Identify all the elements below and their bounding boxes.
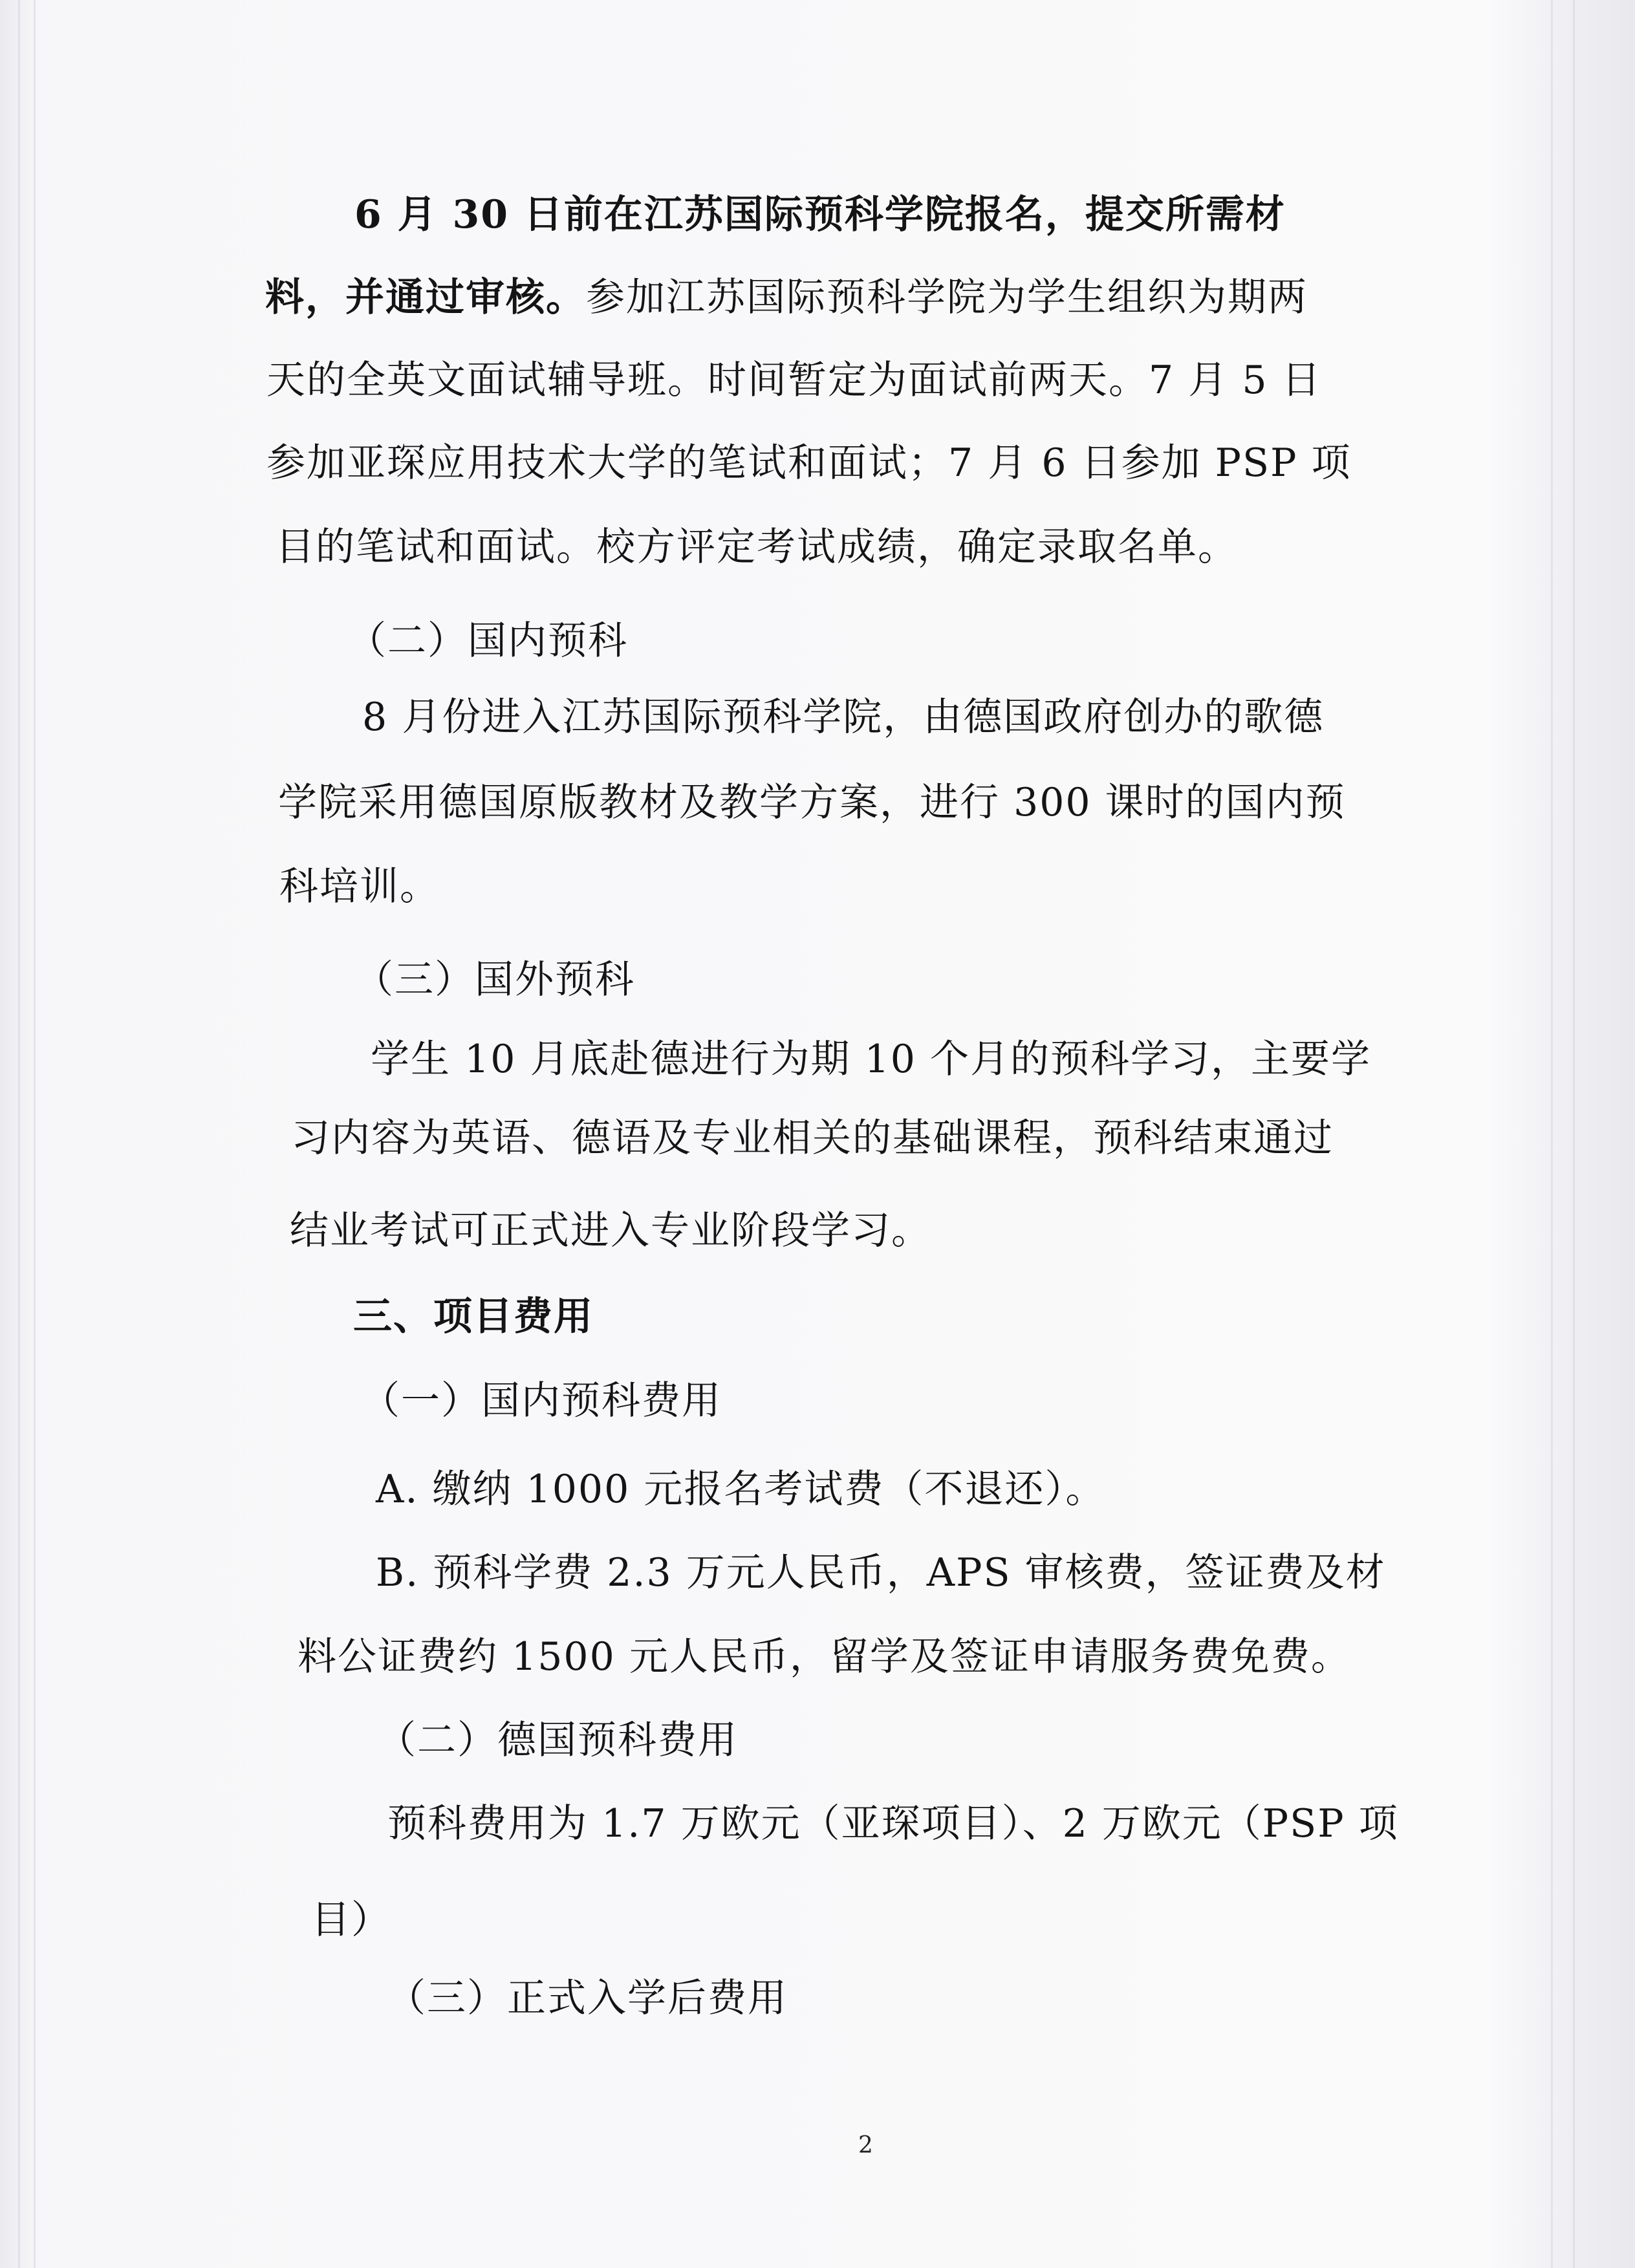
paragraph2-line1: 8 月份进入江苏国际预科学院，由德国政府创办的歌德 xyxy=(362,695,1325,740)
paragraph1-line3: 天的全英文面试辅导班。时间暂定为面试前两天。7 月 5 日 xyxy=(266,358,1322,403)
paragraph1-line5: 目的笔试和面试。校方评定考试成绩，确定录取名单。 xyxy=(276,524,1238,570)
section-fees-title: 三、项目费用 xyxy=(353,1294,594,1339)
fee-item-b-line2: 料公证费约 1500 元人民币，留学及签证申请服务费免费。 xyxy=(298,1634,1351,1679)
fee-item-b-line1: B. 预科学费 2.3 万元人民币，APS 审核费，签证费及材 xyxy=(376,1550,1386,1595)
heading-domestic-prep: （二）国内预科 xyxy=(347,618,628,664)
paragraph1-line2-rest: 参加江苏国际预科学院为学生组织为期两 xyxy=(586,275,1308,320)
paragraph2-line2: 学院采用德国原版教材及教学方案，进行 300 课时的国内预 xyxy=(278,780,1346,825)
paragraph1-line4: 参加亚琛应用技术大学的笔试和面试；7 月 6 日参加 PSP 项 xyxy=(266,440,1352,486)
german-fee-line1: 预科费用为 1.7 万欧元（亚琛项目）、2 万欧元（PSP 项 xyxy=(387,1801,1399,1846)
paragraph3-line3: 结业考试可正式进入专业阶段学习。 xyxy=(290,1208,931,1253)
german-fee-line2: 目） xyxy=(311,1897,391,1943)
page-stack-edge xyxy=(18,0,20,2268)
paragraph1-line2-bold: 料，并通过审核。 xyxy=(265,275,586,320)
heading-after-enrollment: （三）正式入学后费用 xyxy=(387,1976,788,2021)
heading-german-fees: （二）德国预科费用 xyxy=(377,1718,738,1763)
paragraph1-line1: 6 月 30 日前在江苏国际预科学院报名，提交所需材 xyxy=(354,192,1286,237)
page-stack-edge xyxy=(34,0,36,2268)
paragraph2-line3: 科培训。 xyxy=(279,864,440,909)
paragraph3-line2: 习内容为英语、德语及专业相关的基础课程，预科结束通过 xyxy=(291,1116,1334,1161)
heading-foreign-prep: （三）国外预科 xyxy=(354,957,635,1002)
paragraph1-line2 xyxy=(265,275,1308,320)
page-stack-edge xyxy=(1573,0,1575,2268)
document-page xyxy=(45,0,1572,2268)
heading-domestic-fees: （一）国内预科费用 xyxy=(361,1378,722,1423)
paragraph3-line1: 学生 10 月底赴德进行为期 10 个月的预科学习，主要学 xyxy=(371,1037,1371,1082)
fee-item-a: A. 缴纳 1000 元报名考试费（不退还）。 xyxy=(376,1467,1106,1512)
page-number: 2 xyxy=(858,2132,873,2159)
